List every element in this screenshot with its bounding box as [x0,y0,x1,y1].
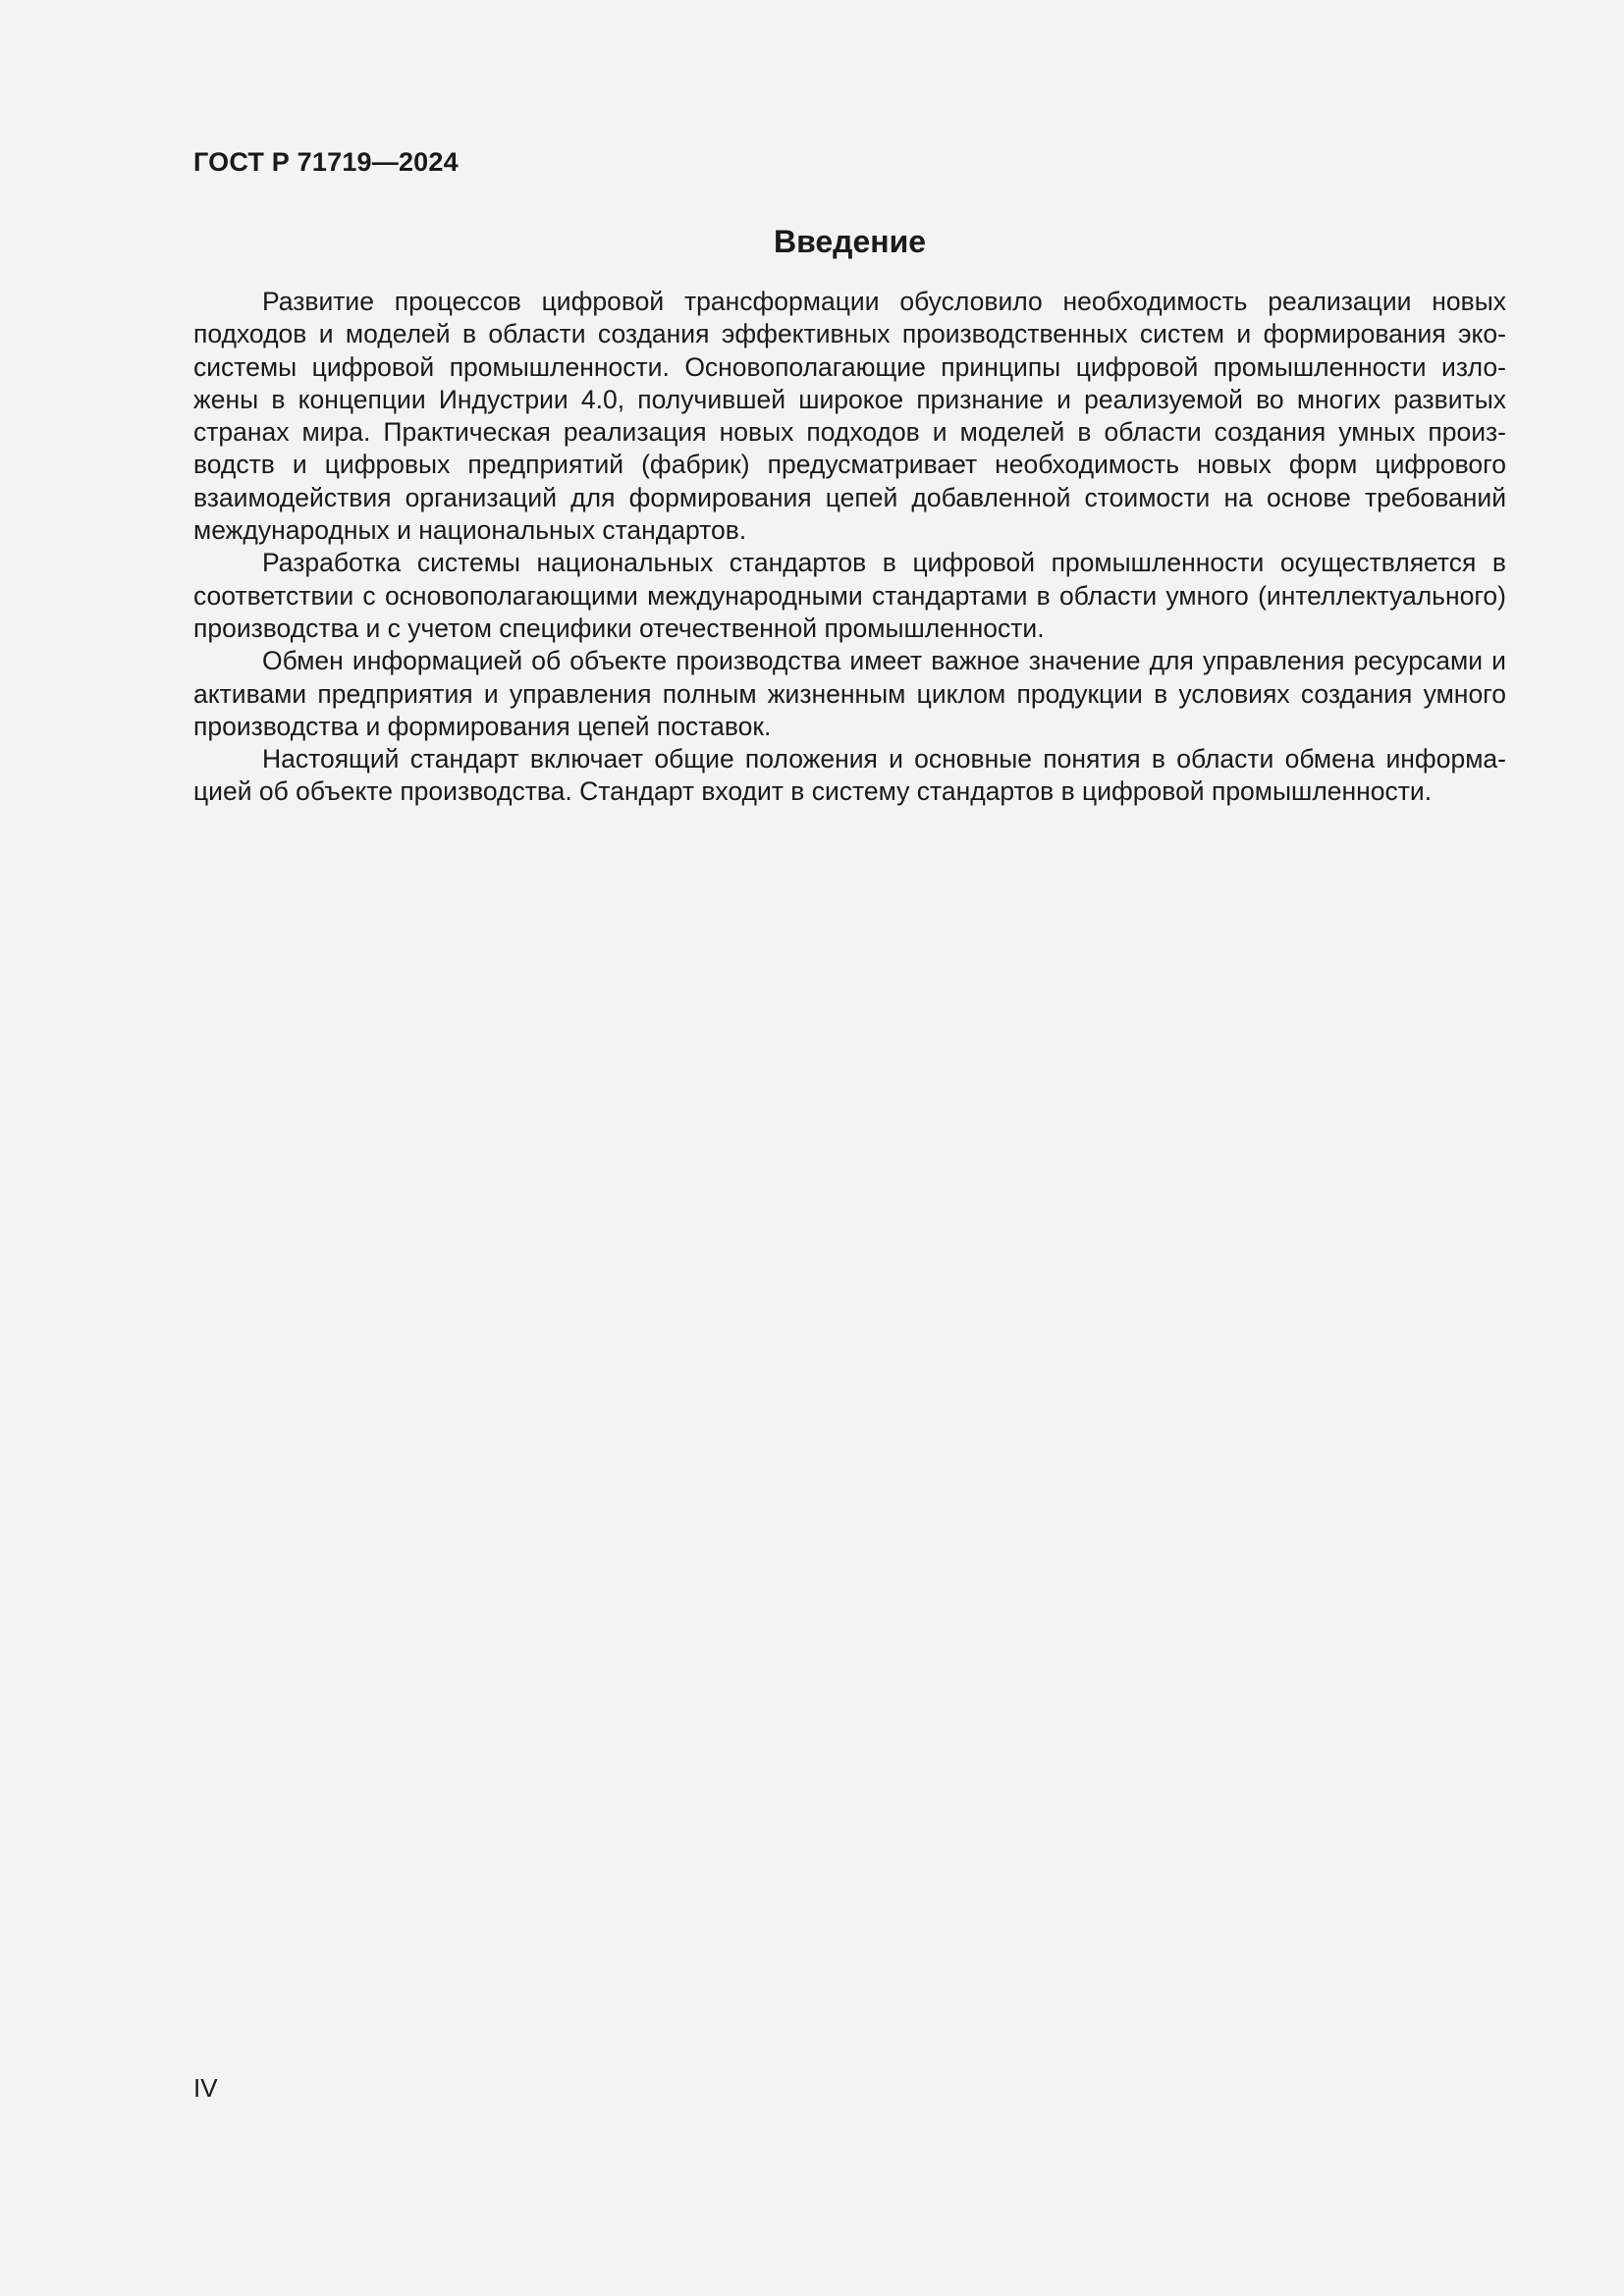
paragraph-3: Обмен информацией об объекте производства имеет важное значение для управления ресурсами и активами предприятия и управления полным жизненным циклом продукции в условиях создания умного производства и формирования цепей поставок. [193,646,1506,741]
document-code: ГОСТ Р 71719—2024 [193,147,459,177]
paragraph-1: Развитие процессов цифровой трансформации обусловило необходимость реализации новых подходов и моделей в области создания эффективных производственных систем и формирования экосистемы цифровой промышленности. Основополагающие принципы цифровой промышленности изложены в концепции Индустрии 4.0, получившей широкое признание и реализуемой во многих развитых странах мира. Практическая реализация новых подходов и моделей в области создания умных производств и цифровых предприятий (фабрик) предусматривает необходимость новых форм цифрового взаимодействия организаций для формирования цепей добавленной стоимости на основе требований международных и национальных стандартов. [193,287,1506,546]
paragraph-2: Разработка системы национальных стандартов в цифровой промышленности осуществляется в соответствии с основополагающими международными стандартами в области умного (интеллектуального) производства и с учетом специфики отечественной промышленности. [193,548,1506,643]
paragraph-4: Настоящий стандарт включает общие положения и основные понятия в области обмена информацией об объекте производства. Стандарт входит в систему стандартов в цифровой промышленности. [193,744,1506,807]
body-text [193,286,1506,809]
section-title: Введение [773,224,927,259]
page-number: IV [193,2073,218,2103]
